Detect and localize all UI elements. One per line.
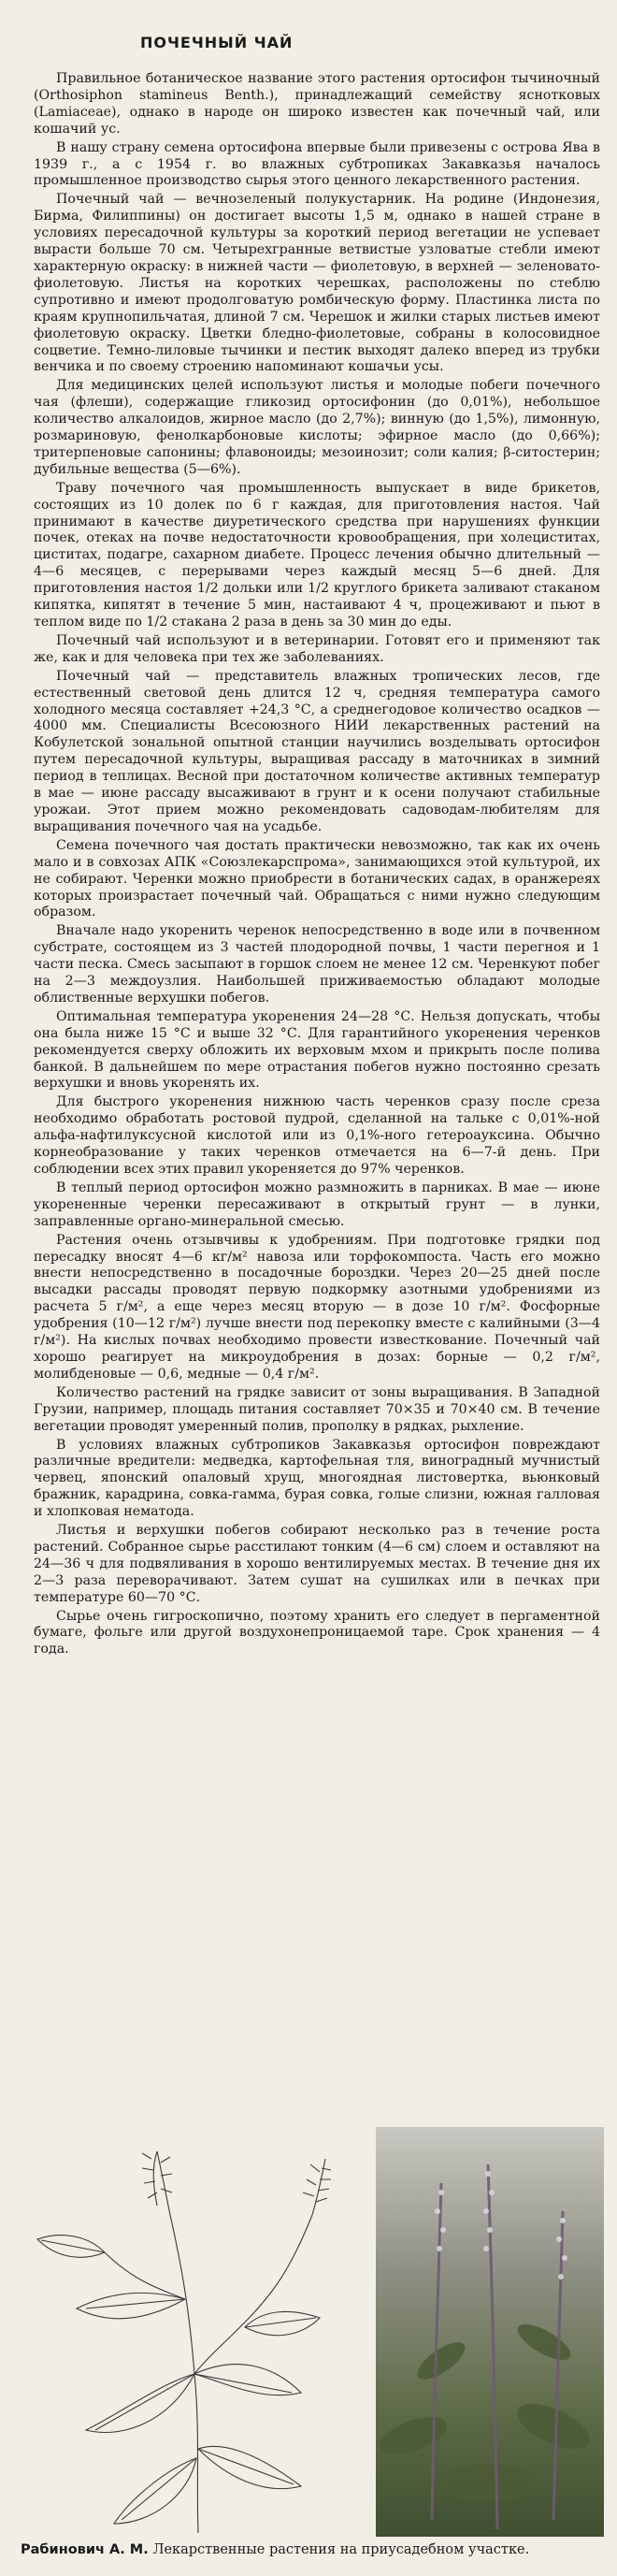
article-body xyxy=(34,71,600,1660)
paragraph: Растения очень отзывчивы к удобрениям. При подготовке грядки под пересадку вносят 4—6 кг/м² навоза или торфокомпоста. Часть его можно внести непосредственно в посадочные бороздки. Через 20—25 дней после высадки рассады проводят первую подкормку азотными удобрениями из расчета 5 г/м², а еще через месяц вторую — в дозе 10 г/м². Фосфорные удобрения (10—12 г/м²) лучше внести под перекопку вместе с калийными (3—4 г/м²). На кислых почвах необходимо провести известкование. Почечный чай хорошо реагирует на микроудобрения в дозах: борные — 0,2 г/м², молибденовые — 0,6, медные — 0,4 г/м². xyxy=(34,1232,600,1382)
paragraph: Вначале надо укоренить черенок непосредственно в воде или в почвенном субстрате, состоящем из 3 частей плодородной почвы, 1 части перегноя и 1 части песка. Смесь засыпают в горшок слоем не менее 12 см. Черенкуют побег на 2—3 междоузлия. Наибольшей приживаемостью обладают молодые облиственные верхушки побегов. xyxy=(34,923,600,1006)
paragraph: Количество растений на грядке зависит от зоны выращивания. В Западной Грузии, например, площадь питания составляет 70×35 и 70×40 см. В течение вегетации проводят умеренный полив, прополку в рядках, рыхление. xyxy=(34,1384,600,1434)
paragraph: В условиях влажных субтропиков Закавказья ортосифон повреждают различные вредители: медведка, картофельная тля, виноградный мучнистый червец, японский опаловый хрущ, многоядная листовертка, вьюнковый бражник, карадрина, совка-гамма, бурая совка, голые слизни, южная галловая и хлопковая нематода. xyxy=(34,1437,600,1520)
paragraph: Для медицинских целей используют листья и молодые побеги почечного чая (флеши), содержащие гликозид ортосифонин (до 0,01%), небольшое количество алкалоидов, жирное масло (до 2,7%); винную (до 1,5%), лимонную, розмариновую, фенолкарбоновые кислоты; эфирное масло (до 0,66%); тритерпеновые сапонины; флавоноиды; мезоинозит; соли калия; β-ситостерин; дубильные вещества (5—6%). xyxy=(34,378,600,477)
paragraph: Листья и верхушки побегов собирают несколько раз в течение роста растений. Собранное сырье расстилают тонким (4—6 см) слоем и оставляют на 24—36 ч для подвяливания в хорошо вентилируемых местах. В течение дня их 2—3 раза переворачивают. Затем сушат на сушилках или в печках при температуре 60—70 °С. xyxy=(34,1523,600,1605)
paragraph: Почечный чай используют и в ветеринарии. Готовят его и применяют так же, как и для человека при тех же заболеваниях. xyxy=(34,632,600,665)
source-caption xyxy=(21,2542,610,2557)
paragraph: Траву почечного чая промышленность выпускает в виде брикетов, состоящих из 10 долек по 6 г каждая, для приготовления настоя. Чай принимают в качестве диуретического средства при нарушениях функции почек, отеках на почве недостаточности кровообращения, при холециститах, циститах, подагре, сахарном диабете. Процесс лечения обычно длительный — 4—6 месяцев, с перерывами через каждый месяц 5—6 дней. Для приготовления настоя 1/2 дольки или 1/2 круглого брикета заливают стаканом кипятка, кипятят в течение 5 мин, настаивают 4 ч, процеживают и пьют в теплом виде по 1/2 стакана 2 раза в день за 30 мин до еды. xyxy=(34,480,600,630)
paragraph: Сырье очень гигроскопично, поэтому хранить его следует в пергаментной бумаге, фольге или другой воздухонепроницаемой таре. Срок хранения — 4 года. xyxy=(34,1608,600,1657)
paragraph: В теплый период ортосифон можно размножить в парниках. В мае — июне укорененные черенки пересаживают в открытый грунт — в лунки, заправленные органо-минеральной смесью. xyxy=(34,1179,600,1229)
plant-photo-image xyxy=(376,2127,604,2537)
paragraph: Почечный чай — вечнозеленый полукустарник. На родине (Индонезия, Бирма, Филиппины) он достигает высоты 1,5 м, однако в нашей стране в условиях пересадочной культуры за короткий период вегетации не успевает вырасти больше 70 см. Четырехгранные ветвистые узловатые стебли имеют характерную окраску: в нижней части — фиолетовую, в верхней — зеленовато-фиолетовую. Листья на коротких черешках, расположены по стеблю супротивно и имеют продолговатую ромбическую форму. Пластинка листа по краям крупнопильчатая, длиной 7 см. Черешок и жилки старых листьев имеют фиолетовую окраску. Цветки бледно-фиолетовые, собраны в колосовидное соцветие. Темно-лиловые тычинки и пестик выходят далеко вперед из трубки венчика и по своему строению напоминают кошачьи усы. xyxy=(34,192,600,375)
paragraph: Правильное ботаническое название этого растения ортосифон тычиночный (Orthosiphon stamineus Benth.), принадлежащий семейству яснотковых (Lamiaceae), однако в народе он широко известен как почечный чай, или кошачий ус. xyxy=(34,71,600,137)
paragraph: Почечный чай — представитель влажных тропических лесов, где естественный световой день длится 12 ч, средняя температура самого холодного месяца составляет +24,3 °С, а среднегодовое количество осадков — 4000 мм. Специалисты Всесоюзного НИИ лекарственных растений на Кобулетской зональной опытной станции научились возделывать ортосифон путем пересадочной культуры, выращивая рассаду в маточниках в зимний период в теплицах. Весной при достаточном количестве активных температур в мае — июне рассаду высаживают в грунт и к осени получают стабильные урожаи. Этот прием можно рекомендовать садоводам-любителям для выращивания почечного чая на усадьбе. xyxy=(34,668,600,834)
caption-source: Лекарственные растения на приусадебном участке. xyxy=(152,2542,530,2557)
paragraph: Оптимальная температура укоренения 24—28 °С. Нельзя допускать, чтобы она была ниже 15 °С и выше 32 °С. Для гарантийного укоренения черенков рекомендуется сверху обложить их верховым мхом и прикрыть после полива банкой. В дальнейшем по мере отрастания побегов нужно постоянно срезать верхушки и вновь укоренять их. xyxy=(34,1008,600,1092)
article-title: ПОЧЕЧНЫЙ ЧАЙ xyxy=(140,34,294,51)
paragraph: Семена почечного чая достать практически невозможно, так как их очень мало и в совхозах АПК «Союзлекарспрома», занимающихся этой культурой, их не собирают. Черенки можно приобрести в ботанических садах, в оранжереях которых произрастает почечный чай. Обращаться с ними нужно следующим образом. xyxy=(34,837,600,920)
paragraph: В нашу страну семена ортосифона впервые были привезены с острова Ява в 1939 г., а с 1954 г. во влажных субтропиках Закавказья началось промышленное производство сырья этого ценного лекарственного растения. xyxy=(34,139,600,189)
paragraph: Для быстрого укоренения нижнюю часть черенков сразу после среза необходимо обработать ростовой пудрой, сделанной на тальке с 0,01%-ной альфа-нафтилуксусной кислотой или из 0,1%-ного гетероауксина. Обычно корнеобразование у таких черенков отмечается на 6—7-й день. При соблюдении всех этих правил укореняется до 97% черенков. xyxy=(34,1094,600,1177)
caption-author: Рабинович А. М. xyxy=(21,2542,149,2557)
plant-drawing-illustration xyxy=(21,2149,368,2533)
